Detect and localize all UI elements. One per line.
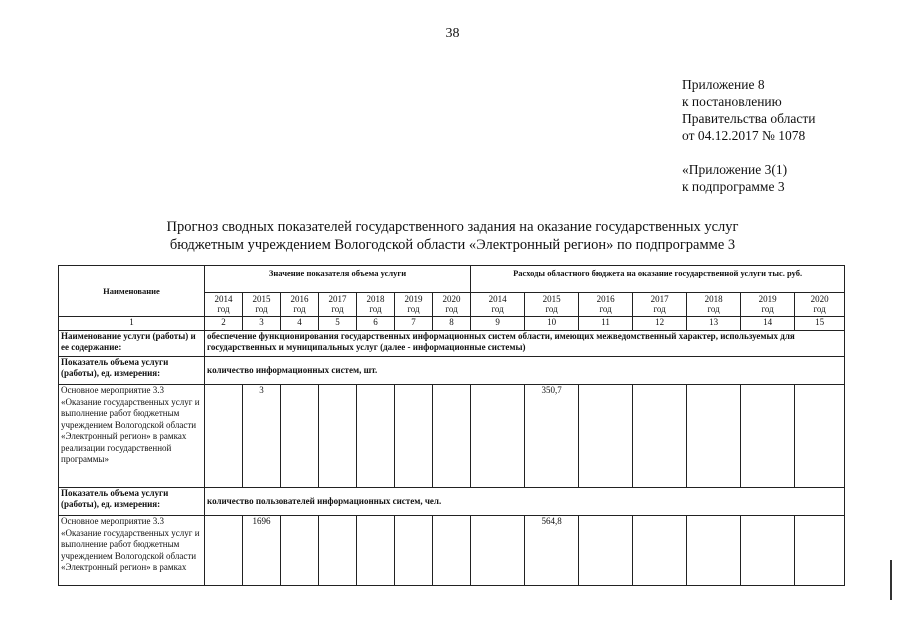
table-cell: [579, 385, 633, 488]
annex-line: к подпрограмме 3: [682, 179, 785, 194]
table-cell: [281, 385, 319, 488]
year-cell: 2019 год: [741, 293, 795, 317]
table-cell: [319, 385, 357, 488]
volume-value: 1696: [243, 516, 281, 586]
column-number: 1: [59, 317, 205, 331]
column-number: 3: [243, 317, 281, 331]
header-name: Наименование: [59, 266, 205, 317]
column-number: 2: [205, 317, 243, 331]
year-cell: 2018 год: [687, 293, 741, 317]
title-line: Прогноз сводных показателей государственного задания на оказание государственных услуг: [166, 219, 739, 235]
budget-value: 350,7: [525, 385, 579, 488]
header-budget: Расходы областного бюджета на оказание государственной услуги тыс. руб.: [471, 266, 845, 293]
table-cell: [633, 516, 687, 586]
indicator-row: [59, 488, 845, 516]
annex-block: [682, 76, 815, 195]
column-number: 5: [319, 317, 357, 331]
annex-line: «Приложение 3(1): [682, 162, 788, 177]
column-number: 12: [633, 317, 687, 331]
column-number: 14: [741, 317, 795, 331]
annex-line: от 04.12.2017 № 1078: [682, 128, 806, 143]
volume-value: 3: [243, 385, 281, 488]
table-cell: [687, 516, 741, 586]
table-cell: [741, 385, 795, 488]
table-cell: [205, 516, 243, 586]
indicator-row: [59, 357, 845, 385]
column-number: 9: [471, 317, 525, 331]
column-number: 13: [687, 317, 741, 331]
year-cell: 2016 год: [579, 293, 633, 317]
table-cell: [395, 385, 433, 488]
table-cell: [795, 516, 845, 586]
indicator-text: количество пользователей информационных систем, чел.: [205, 488, 845, 516]
column-number: 4: [281, 317, 319, 331]
column-number: 6: [357, 317, 395, 331]
table-cell: [687, 385, 741, 488]
year-cell: 2017 год: [633, 293, 687, 317]
table-cell: [741, 516, 795, 586]
table-cell: [579, 516, 633, 586]
year-cell: 2014 год: [205, 293, 243, 317]
forecast-table: [58, 265, 845, 586]
indicator-text: количество информационных систем, шт.: [205, 357, 845, 385]
header-volume: Значение показателя объема услуги: [205, 266, 471, 293]
measure-row: [59, 385, 845, 488]
year-cell: 2016 год: [281, 293, 319, 317]
annex-line: Правительства области: [682, 111, 816, 126]
year-cell: 2017 год: [319, 293, 357, 317]
column-number: 8: [433, 317, 471, 331]
scan-edge-mark: [890, 560, 892, 600]
budget-value: 564,8: [525, 516, 579, 586]
table-cell: [281, 516, 319, 586]
column-number: 11: [579, 317, 633, 331]
table-cell: [433, 516, 471, 586]
table-cell: [433, 385, 471, 488]
measure-name: Основное мероприятие 3.3 «Оказание государственных услуг и выполнение работ бюджетным учреждением Вологодской области «Электронный регион» в рамках: [59, 516, 205, 586]
service-text: обеспечение функционирования государственных информационных систем области, имеющих межведомственный характер, используемых для государственных и муниципальных услуг (далее - информационные системы): [205, 331, 845, 357]
table-cell: [471, 516, 525, 586]
column-number: 7: [395, 317, 433, 331]
column-number: 10: [525, 317, 579, 331]
year-cell: 2014 год: [471, 293, 525, 317]
table-cell: [357, 385, 395, 488]
year-cell: 2019 год: [395, 293, 433, 317]
annex-line: Приложение 8: [682, 77, 765, 92]
service-label: Наименование услуги (работы) и ее содержание:: [59, 331, 205, 357]
measure-name: Основное мероприятие 3.3 «Оказание государственных услуг и выполнение работ бюджетным учреждением Вологодской области «Электронный регион» в рамках реализации государственной программы»: [59, 385, 205, 488]
column-numbers-row: [59, 317, 845, 331]
year-cell: 2020 год: [795, 293, 845, 317]
table-cell: [471, 385, 525, 488]
table-cell: [795, 385, 845, 488]
year-cell: 2015 год: [525, 293, 579, 317]
table-cell: [633, 385, 687, 488]
document-title: [0, 218, 905, 254]
title-line: бюджетным учреждением Вологодской области «Электронный регион» по подпрограмме 3: [169, 237, 736, 253]
year-cell: 2018 год: [357, 293, 395, 317]
page-number: 38: [445, 26, 460, 41]
indicator-label: Показатель объема услуги (работы), ед. измерения:: [59, 488, 205, 516]
table-cell: [319, 516, 357, 586]
table-cell: [395, 516, 433, 586]
year-cell: 2015 год: [243, 293, 281, 317]
year-cell: 2020 год: [433, 293, 471, 317]
table-cell: [357, 516, 395, 586]
service-row: [59, 331, 845, 357]
indicator-label: Показатель объема услуги (работы), ед. измерения:: [59, 357, 205, 385]
column-number: 15: [795, 317, 845, 331]
annex-line: к постановлению: [682, 94, 782, 109]
table-cell: [205, 385, 243, 488]
measure-row: [59, 516, 845, 586]
